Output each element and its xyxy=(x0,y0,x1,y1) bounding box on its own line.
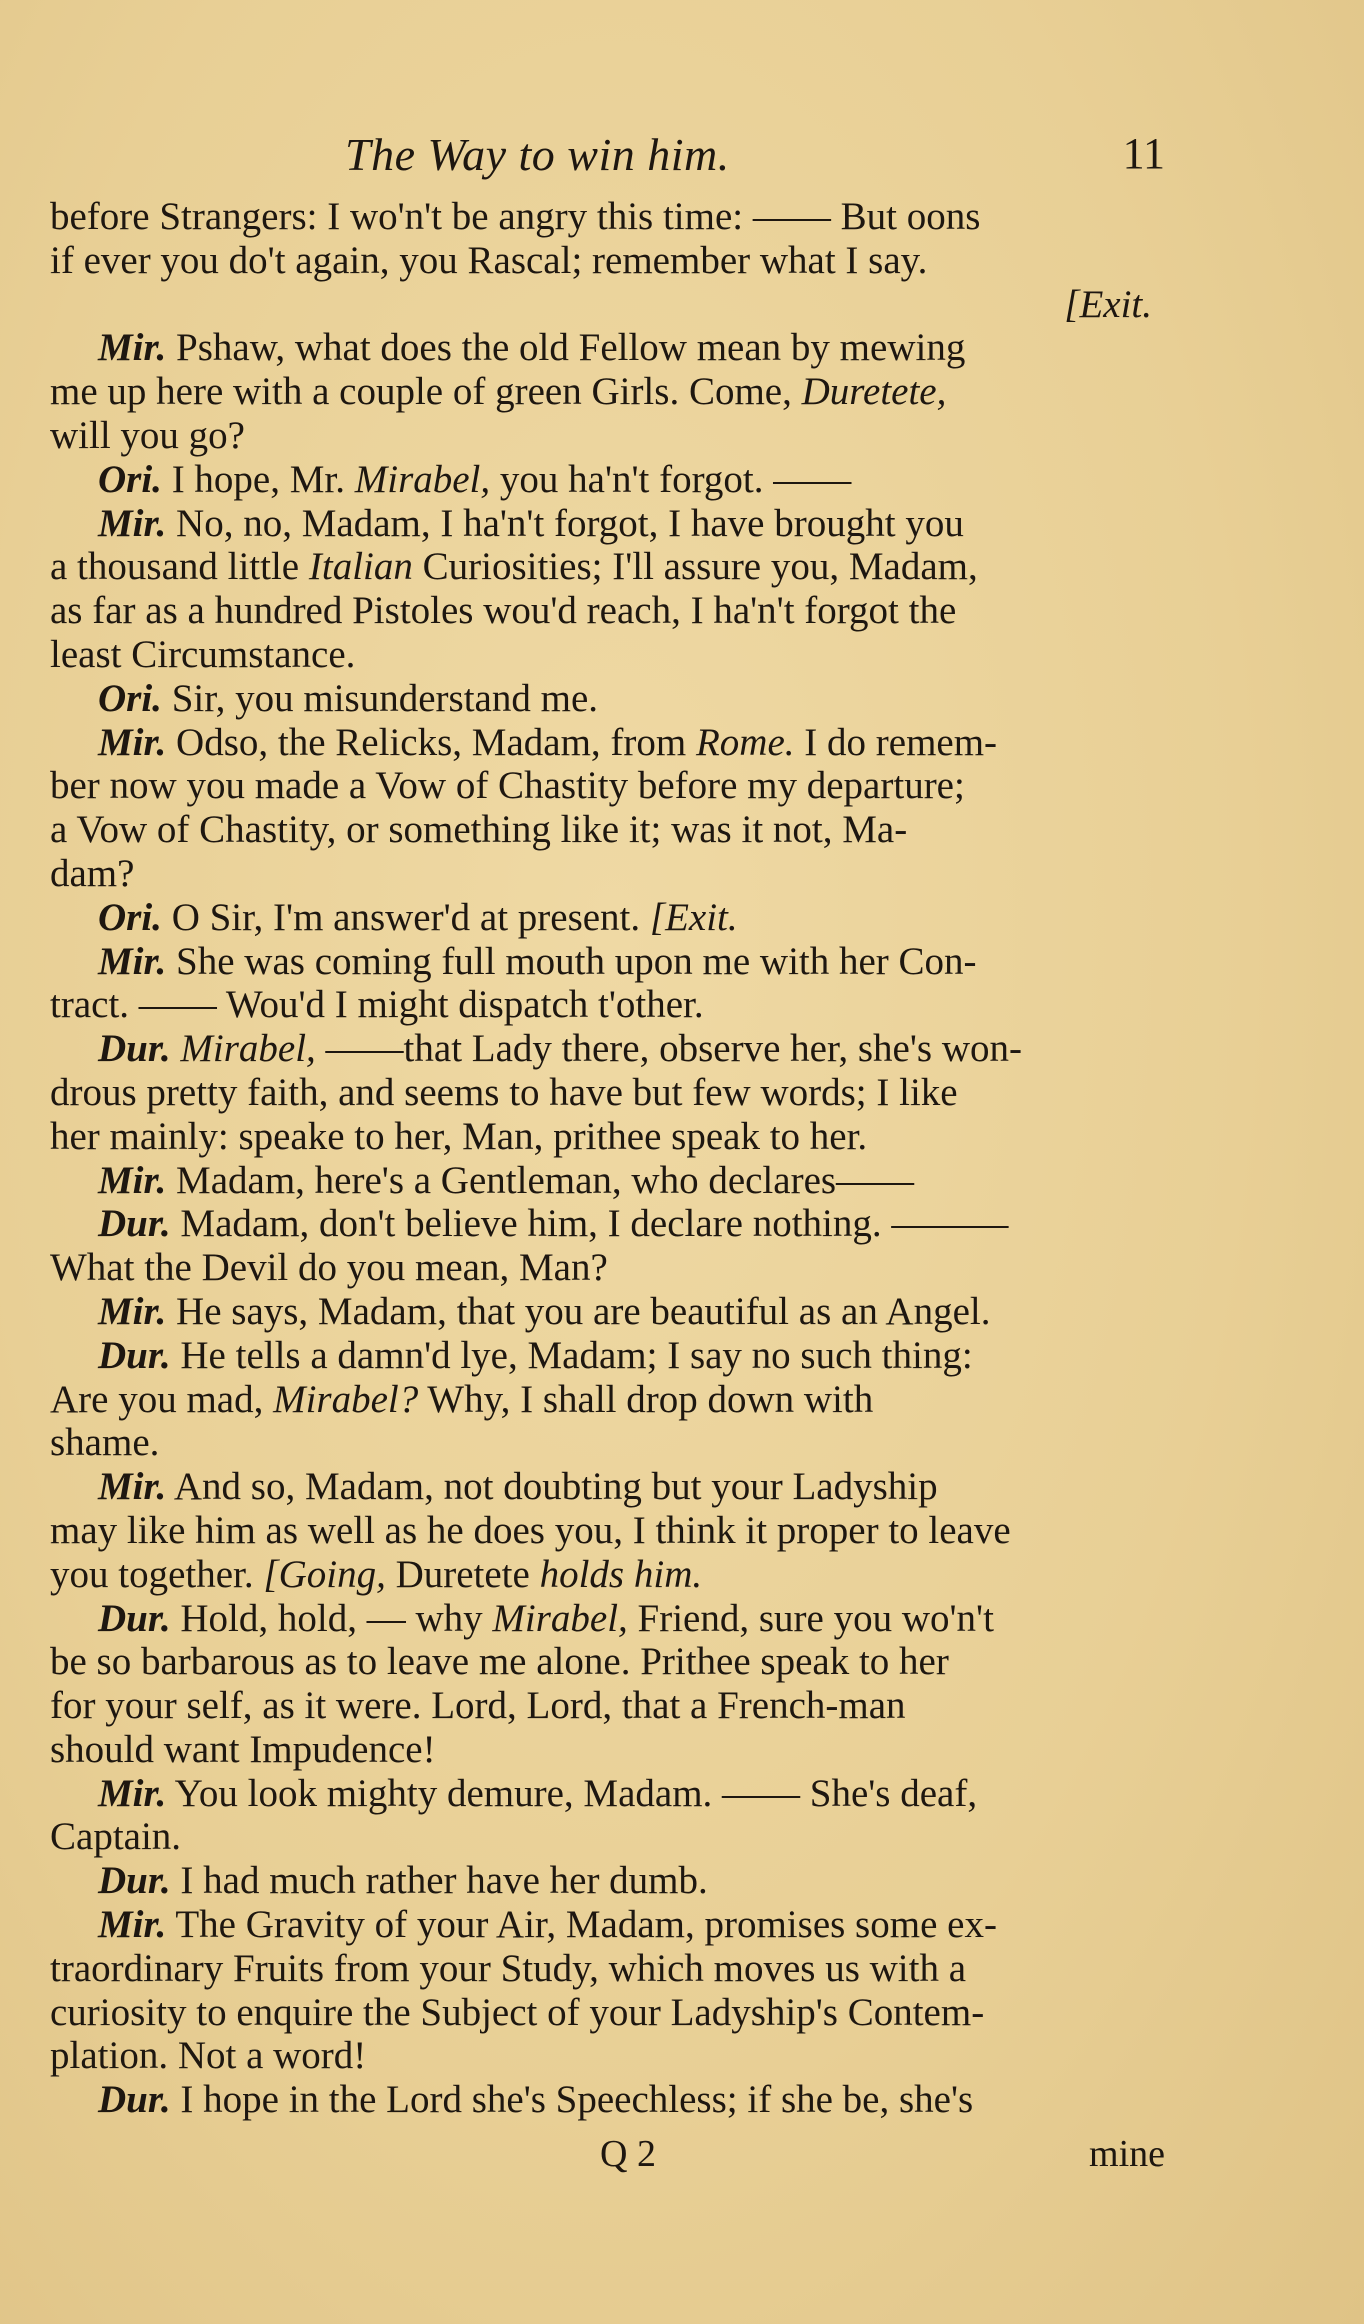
text-line xyxy=(50,370,1160,414)
text-segment: She was coming full mouth upon me with her Con- xyxy=(166,939,977,983)
text-segment: you together. xyxy=(50,1552,264,1596)
text-segment: Duretete, xyxy=(801,370,947,414)
speaker-name: Dur. xyxy=(98,1333,171,1377)
text-line xyxy=(50,1071,1160,1115)
text-segment: ——that Lady there, observe her, she's won- xyxy=(315,1027,1022,1071)
text-segment: And so, Madam, not doubting but your Ladyship xyxy=(166,1465,938,1509)
text-line xyxy=(50,677,1160,721)
speaker-name: Dur. xyxy=(98,1027,171,1071)
speaker-name: Mir. xyxy=(98,720,167,764)
text-segment: should want Impudence! xyxy=(50,1727,436,1771)
text-line xyxy=(50,983,1160,1027)
text-segment: O Sir, I'm answer'd at present. xyxy=(161,895,650,939)
text-line xyxy=(50,633,1160,677)
text-line xyxy=(50,239,1160,283)
text-segment: [Going, xyxy=(263,1552,386,1596)
text-segment: The Gravity of your Air, Madam, promises some ex- xyxy=(166,1903,997,1947)
text-line xyxy=(50,1903,1160,1947)
play-text xyxy=(50,195,1160,2122)
speaker-name: Mir. xyxy=(98,1771,167,1815)
text-segment: Hold, hold, — why xyxy=(170,1596,493,1640)
text-line xyxy=(50,1509,1160,1553)
text-segment: Friend, sure you wo'n't xyxy=(627,1596,994,1640)
text-line xyxy=(50,1728,1160,1772)
text-line xyxy=(50,896,1160,940)
text-segment xyxy=(171,1027,181,1070)
text-line xyxy=(50,1859,1160,1903)
text-segment: Are you mad, xyxy=(50,1377,274,1421)
text-segment: Odso, the Relicks, Madam, from xyxy=(166,720,696,764)
text-segment: What the Devil do you mean, Man? xyxy=(50,1246,608,1290)
text-segment: dam? xyxy=(50,851,135,895)
text-line xyxy=(50,940,1160,984)
catchword: mine xyxy=(1089,2133,1165,2175)
text-segment: be so barbarous as to leave me alone. Prithee speak to her xyxy=(50,1640,949,1684)
text-segment: [Exit. xyxy=(1064,282,1152,326)
speaker-name: Ori. xyxy=(98,895,162,939)
text-line xyxy=(50,1815,1160,1859)
page-footer xyxy=(560,2132,1165,2192)
text-segment: [Exit. xyxy=(649,895,738,939)
text-line xyxy=(50,589,1160,633)
text-line xyxy=(50,1640,1160,1684)
speaker-name: Dur. xyxy=(98,1202,171,1246)
text-segment: I hope, Mr. xyxy=(161,457,355,501)
text-segment: for your self, as it were. Lord, Lord, that a French-man xyxy=(50,1684,906,1728)
text-segment: Mirabel, xyxy=(180,1027,316,1071)
text-segment: Sir, you misunderstand me. xyxy=(161,676,599,720)
text-segment: me up here with a couple of green Girls. Come, xyxy=(50,370,802,414)
text-segment: Rome. xyxy=(695,720,795,764)
text-segment: a thousand little xyxy=(50,545,309,589)
text-segment: drous pretty faith, and seems to have but few words; I like xyxy=(50,1070,958,1114)
text-line xyxy=(50,195,1160,239)
text-segment: plation. Not a word! xyxy=(50,2034,367,2078)
text-segment: if ever you do't again, you Rascal; remember what I say. xyxy=(50,238,928,282)
text-segment: You look mighty demure, Madam. —— She's deaf, xyxy=(166,1771,978,1815)
speaker-name: Ori. xyxy=(98,457,162,501)
text-segment: will you go? xyxy=(50,413,245,457)
text-line xyxy=(50,414,1160,458)
text-segment: No, no, Madam, I ha'n't forgot, I have brought you xyxy=(166,501,964,545)
text-line xyxy=(50,2034,1160,2078)
text-segment: Curiosities; I'll assure you, Madam, xyxy=(412,545,978,589)
page-header xyxy=(345,128,1165,198)
text-segment: Italian xyxy=(308,545,413,589)
text-segment: He tells a damn'd lye, Madam; I say no such thing: xyxy=(170,1333,973,1377)
text-segment: Captain. xyxy=(50,1815,182,1859)
speaker-name: Mir. xyxy=(98,1289,167,1333)
text-line xyxy=(50,764,1160,808)
speaker-name: Mir. xyxy=(98,1903,167,1947)
text-line xyxy=(50,1421,1160,1465)
text-segment: tract. —— Wou'd I might dispatch t'other. xyxy=(50,983,704,1027)
text-line xyxy=(50,1772,1160,1816)
text-segment: I had much rather have her dumb. xyxy=(170,1859,708,1903)
speaker-name: Ori. xyxy=(98,676,162,720)
text-segment: I hope in the Lord she's Speechless; if she be, she's xyxy=(170,2078,974,2122)
text-line xyxy=(50,1684,1160,1728)
speaker-name: Dur. xyxy=(98,1859,171,1903)
text-segment: Mirabel? xyxy=(273,1377,419,1421)
text-line xyxy=(50,1553,1160,1597)
speaker-name: Mir. xyxy=(98,326,167,370)
text-segment: you ha'n't forgot. —— xyxy=(490,457,852,501)
text-line xyxy=(50,1991,1160,2035)
text-segment: Mirabel, xyxy=(354,457,491,501)
text-segment: I do remem- xyxy=(794,720,998,764)
text-segment: traordinary Fruits from your Study, which moves us with a xyxy=(50,1946,967,1990)
text-line xyxy=(50,458,1160,502)
text-line xyxy=(50,1159,1160,1203)
signature-mark: Q 2 xyxy=(600,2133,656,2175)
text-line xyxy=(50,1597,1160,1641)
speaker-name: Mir. xyxy=(98,939,167,983)
text-line xyxy=(50,1947,1160,1991)
text-segment: before Strangers: I wo'n't be angry this time: —— But oons xyxy=(50,195,981,238)
text-line xyxy=(50,852,1160,896)
text-line xyxy=(50,1027,1160,1071)
running-title: The Way to win him. xyxy=(345,129,730,180)
text-segment: least Circumstance. xyxy=(50,632,356,676)
speaker-name: Mir. xyxy=(98,501,167,545)
speaker-name: Mir. xyxy=(98,1465,167,1509)
text-line xyxy=(50,283,1160,327)
text-segment: ber now you made a Vow of Chastity before my departure; xyxy=(50,764,965,808)
text-segment: Duretete xyxy=(385,1552,540,1596)
text-line xyxy=(50,1246,1160,1290)
speaker-name: Dur. xyxy=(98,1596,171,1640)
text-segment: Mirabel, xyxy=(492,1596,628,1640)
text-segment: Why, I shall drop down with xyxy=(418,1377,874,1421)
text-segment: curiosity to enquire the Subject of your Ladyship's Contem- xyxy=(50,1990,985,2034)
text-line xyxy=(50,2078,1160,2122)
text-line xyxy=(50,808,1160,852)
text-segment: as far as a hundred Pistoles wou'd reach, I ha'n't forgot the xyxy=(50,589,957,633)
text-segment: shame. xyxy=(50,1421,160,1465)
text-segment: a Vow of Chastity, or something like it; was it not, Ma- xyxy=(50,808,908,852)
text-segment: He says, Madam, that you are beautiful as an Angel. xyxy=(166,1289,991,1333)
text-line xyxy=(50,1290,1160,1334)
text-line xyxy=(50,1465,1160,1509)
page-number: 11 xyxy=(1122,129,1165,178)
text-segment: Madam, here's a Gentleman, who declares—— xyxy=(166,1158,915,1202)
text-segment: Pshaw, what does the old Fellow mean by mewing xyxy=(166,326,966,370)
text-line xyxy=(50,1378,1160,1422)
text-line xyxy=(50,721,1160,765)
text-segment: her mainly: speake to her, Man, prithee speak to her. xyxy=(50,1114,868,1158)
text-line xyxy=(50,502,1160,546)
text-line xyxy=(50,1334,1160,1378)
text-line xyxy=(50,1202,1160,1246)
text-line xyxy=(50,326,1160,370)
text-line xyxy=(50,545,1160,589)
speaker-name: Mir. xyxy=(98,1158,167,1202)
text-line xyxy=(50,1115,1160,1159)
speaker-name: Dur. xyxy=(98,2078,171,2122)
text-segment: may like him as well as he does you, I think it proper to leave xyxy=(50,1508,1011,1552)
text-segment: holds him. xyxy=(539,1552,703,1596)
text-segment: Madam, don't believe him, I declare nothing. ——— xyxy=(170,1202,1009,1246)
